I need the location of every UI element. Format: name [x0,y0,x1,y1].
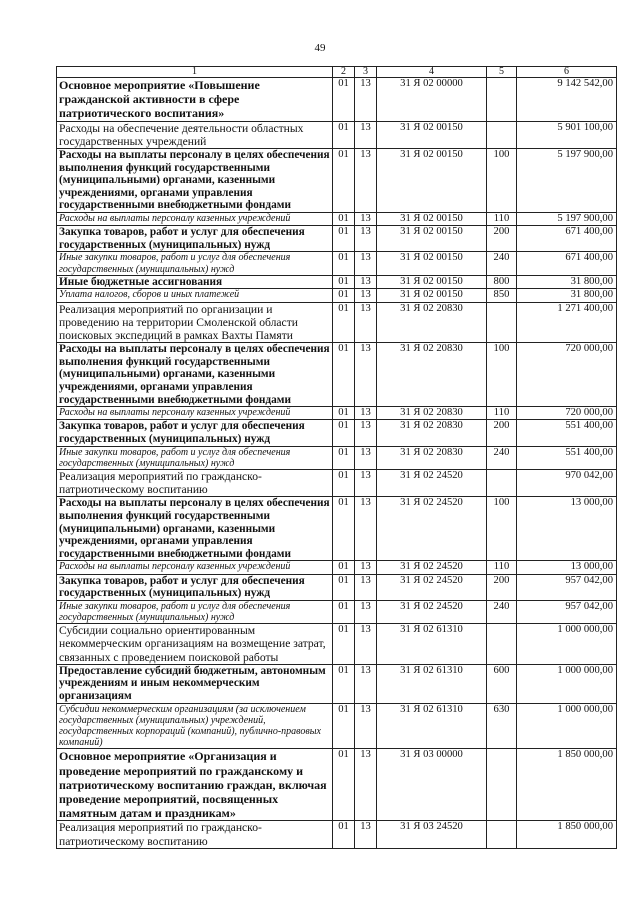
expense-type-cell: 100 [487,343,517,407]
header-cell: 2 [333,67,355,78]
table-row [57,302,617,343]
target-code-cell: 31 Я 02 00150 [377,275,487,289]
subsection-cell: 13 [355,289,377,302]
expense-type-cell: 600 [487,664,517,703]
expense-name-cell: Расходы на обеспечение деятельности областных государственных учреждений [57,121,333,148]
budget-table [56,66,617,849]
subsection-cell: 13 [355,600,377,623]
expense-name-cell: Иные закупки товаров, работ и услуг для обеспечения государственных (муниципальных) нужд [57,600,333,623]
target-code-cell: 31 Я 02 00150 [377,252,487,275]
amount-cell: 1 850 000,00 [517,821,617,848]
amount-cell: 9 142 542,00 [517,78,617,122]
table-row [57,561,617,574]
target-code-cell: 31 Я 02 24520 [377,574,487,600]
expense-name-cell: Основное мероприятие «Организация и проведение мероприятий по гражданскому и патриотическому воспитанию граждан, включая проведение мероприятий, посвященных памятным датам и праздникам» [57,749,333,821]
section-cell: 01 [333,420,355,446]
section-cell: 01 [333,703,355,749]
table-row [57,446,617,469]
amount-cell: 671 400,00 [517,226,617,252]
table-row [57,226,617,252]
table-row [57,212,617,225]
header-cell: 3 [355,67,377,78]
amount-cell: 31 800,00 [517,289,617,302]
expense-name-cell: Реализация мероприятий по гражданско-патриотическому воспитанию [57,469,333,496]
subsection-cell: 13 [355,703,377,749]
table-row [57,343,617,407]
expense-type-cell [487,624,517,665]
subsection-cell: 13 [355,821,377,848]
target-code-cell: 31 Я 02 24520 [377,561,487,574]
expense-type-cell: 200 [487,420,517,446]
expense-type-cell [487,469,517,496]
expense-name-cell: Иные закупки товаров, работ и услуг для обеспечения государственных (муниципальных) нужд [57,446,333,469]
header-cell: 5 [487,67,517,78]
expense-type-cell: 800 [487,275,517,289]
table-row [57,497,617,561]
subsection-cell: 13 [355,121,377,148]
table-body [57,78,617,849]
expense-name-cell: Расходы на выплаты персоналу в целях обеспечения выполнения функций государственными (муниципальными) органами, казенными учреждениями, органами управления государственными внебюджетными фондами [57,497,333,561]
amount-cell: 720 000,00 [517,407,617,420]
amount-cell: 970 042,00 [517,469,617,496]
expense-type-cell: 110 [487,561,517,574]
expense-name-cell: Расходы на выплаты персоналу в целях обеспечения выполнения функций государственными (муниципальными) органами, казенными учреждениями, органами управления государственными внебюджетными фондами [57,343,333,407]
target-code-cell: 31 Я 02 00150 [377,212,487,225]
subsection-cell: 13 [355,212,377,225]
table-row [57,275,617,289]
target-code-cell: 31 Я 02 24520 [377,600,487,623]
section-cell: 01 [333,289,355,302]
target-code-cell: 31 Я 02 20830 [377,302,487,343]
section-cell: 01 [333,212,355,225]
expense-name-cell: Реализация мероприятий по организации и проведению на территории Смоленской области поисковых экспедиций в рамках Вахты Памяти [57,302,333,343]
target-code-cell: 31 Я 02 00150 [377,121,487,148]
section-cell: 01 [333,446,355,469]
target-code-cell: 31 Я 02 00150 [377,149,487,213]
section-cell: 01 [333,226,355,252]
table-row [57,703,617,749]
subsection-cell: 13 [355,407,377,420]
section-cell: 01 [333,821,355,848]
subsection-cell: 13 [355,343,377,407]
section-cell: 01 [333,600,355,623]
table-row [57,574,617,600]
expense-name-cell: Основное мероприятие «Повышение гражданской активности в сфере патриотического воспитания» [57,78,333,122]
target-code-cell: 31 Я 03 00000 [377,749,487,821]
subsection-cell: 13 [355,78,377,122]
table-row [57,624,617,665]
expense-name-cell: Иные закупки товаров, работ и услуг для обеспечения государственных (муниципальных) нужд [57,252,333,275]
expense-name-cell: Расходы на выплаты персоналу в целях обеспечения выполнения функций государственными (муниципальными) органами, казенными учреждениями, органами управления государственными внебюджетными фондами [57,149,333,213]
amount-cell: 1 000 000,00 [517,703,617,749]
subsection-cell: 13 [355,275,377,289]
section-cell: 01 [333,749,355,821]
expense-type-cell: 630 [487,703,517,749]
section-cell: 01 [333,469,355,496]
target-code-cell: 31 Я 03 24520 [377,821,487,848]
target-code-cell: 31 Я 02 20830 [377,420,487,446]
table-row [57,420,617,446]
target-code-cell: 31 Я 02 00150 [377,289,487,302]
expense-name-cell: Закупка товаров, работ и услуг для обеспечения государственных (муниципальных) нужд [57,420,333,446]
table-row [57,749,617,821]
expense-type-cell: 240 [487,600,517,623]
target-code-cell: 31 Я 02 20830 [377,446,487,469]
amount-cell: 720 000,00 [517,343,617,407]
subsection-cell: 13 [355,149,377,213]
subsection-cell: 13 [355,749,377,821]
amount-cell: 31 800,00 [517,275,617,289]
table-row [57,469,617,496]
section-cell: 01 [333,121,355,148]
expense-type-cell [487,749,517,821]
amount-cell: 13 000,00 [517,561,617,574]
amount-cell: 5 901 100,00 [517,121,617,148]
table-row [57,149,617,213]
subsection-cell: 13 [355,446,377,469]
expense-name-cell: Уплата налогов, сборов и иных платежей [57,289,333,302]
amount-cell: 5 197 900,00 [517,149,617,213]
expense-type-cell: 240 [487,252,517,275]
subsection-cell: 13 [355,469,377,496]
table-header-row [57,67,617,78]
amount-cell: 551 400,00 [517,446,617,469]
target-code-cell: 31 Я 02 20830 [377,343,487,407]
expense-name-cell: Расходы на выплаты персоналу казенных учреждений [57,561,333,574]
section-cell: 01 [333,302,355,343]
section-cell: 01 [333,252,355,275]
amount-cell: 957 042,00 [517,574,617,600]
target-code-cell: 31 Я 02 61310 [377,664,487,703]
header-cell: 1 [57,67,333,78]
amount-cell: 1 000 000,00 [517,664,617,703]
expense-name-cell: Реализация мероприятий по гражданско-патриотическому воспитанию [57,821,333,848]
target-code-cell: 31 Я 02 61310 [377,703,487,749]
expense-name-cell: Предоставление субсидий бюджетным, автономным учреждениям и иным некоммерческим организациям [57,664,333,703]
expense-type-cell: 100 [487,149,517,213]
section-cell: 01 [333,275,355,289]
subsection-cell: 13 [355,420,377,446]
expense-type-cell: 200 [487,226,517,252]
table-row [57,407,617,420]
expense-name-cell: Закупка товаров, работ и услуг для обеспечения государственных (муниципальных) нужд [57,574,333,600]
section-cell: 01 [333,664,355,703]
target-code-cell: 31 Я 02 24520 [377,497,487,561]
section-cell: 01 [333,343,355,407]
expense-type-cell: 850 [487,289,517,302]
expense-name-cell: Расходы на выплаты персоналу казенных учреждений [57,212,333,225]
expense-name-cell: Закупка товаров, работ и услуг для обеспечения государственных (муниципальных) нужд [57,226,333,252]
amount-cell: 5 197 900,00 [517,212,617,225]
amount-cell: 1 850 000,00 [517,749,617,821]
section-cell: 01 [333,574,355,600]
section-cell: 01 [333,149,355,213]
subsection-cell: 13 [355,574,377,600]
amount-cell: 1 271 400,00 [517,302,617,343]
subsection-cell: 13 [355,664,377,703]
subsection-cell: 13 [355,561,377,574]
table-row [57,664,617,703]
expense-type-cell: 110 [487,407,517,420]
amount-cell: 957 042,00 [517,600,617,623]
subsection-cell: 13 [355,252,377,275]
target-code-cell: 31 Я 02 61310 [377,624,487,665]
header-cell: 6 [517,67,617,78]
expense-type-cell: 200 [487,574,517,600]
expense-type-cell: 110 [487,212,517,225]
expense-type-cell [487,121,517,148]
subsection-cell: 13 [355,624,377,665]
section-cell: 01 [333,497,355,561]
target-code-cell: 31 Я 02 24520 [377,469,487,496]
table-row [57,252,617,275]
section-cell: 01 [333,78,355,122]
amount-cell: 671 400,00 [517,252,617,275]
section-cell: 01 [333,624,355,665]
expense-type-cell: 240 [487,446,517,469]
expense-name-cell: Субсидии социально ориентированным некоммерческим организациям на возмещение затрат, связанных с проведением поисковой работы [57,624,333,665]
table-row [57,821,617,848]
amount-cell: 1 000 000,00 [517,624,617,665]
expense-type-cell: 100 [487,497,517,561]
target-code-cell: 31 Я 02 00000 [377,78,487,122]
target-code-cell: 31 Я 02 20830 [377,407,487,420]
expense-type-cell [487,821,517,848]
expense-name-cell: Иные бюджетные ассигнования [57,275,333,289]
table-row [57,78,617,122]
subsection-cell: 13 [355,226,377,252]
table-row [57,289,617,302]
subsection-cell: 13 [355,302,377,343]
amount-cell: 551 400,00 [517,420,617,446]
section-cell: 01 [333,561,355,574]
amount-cell: 13 000,00 [517,497,617,561]
header-cell: 4 [377,67,487,78]
target-code-cell: 31 Я 02 00150 [377,226,487,252]
table-row [57,121,617,148]
expense-type-cell [487,78,517,122]
page-number: 49 [314,42,326,54]
subsection-cell: 13 [355,497,377,561]
table-row [57,600,617,623]
expense-name-cell: Расходы на выплаты персоналу казенных учреждений [57,407,333,420]
expense-type-cell [487,302,517,343]
expense-name-cell: Субсидии некоммерческим организациям (за исключением государственных (муниципальных) учреждений, государственных корпораций (компаний), публично-правовых компаний) [57,703,333,749]
section-cell: 01 [333,407,355,420]
